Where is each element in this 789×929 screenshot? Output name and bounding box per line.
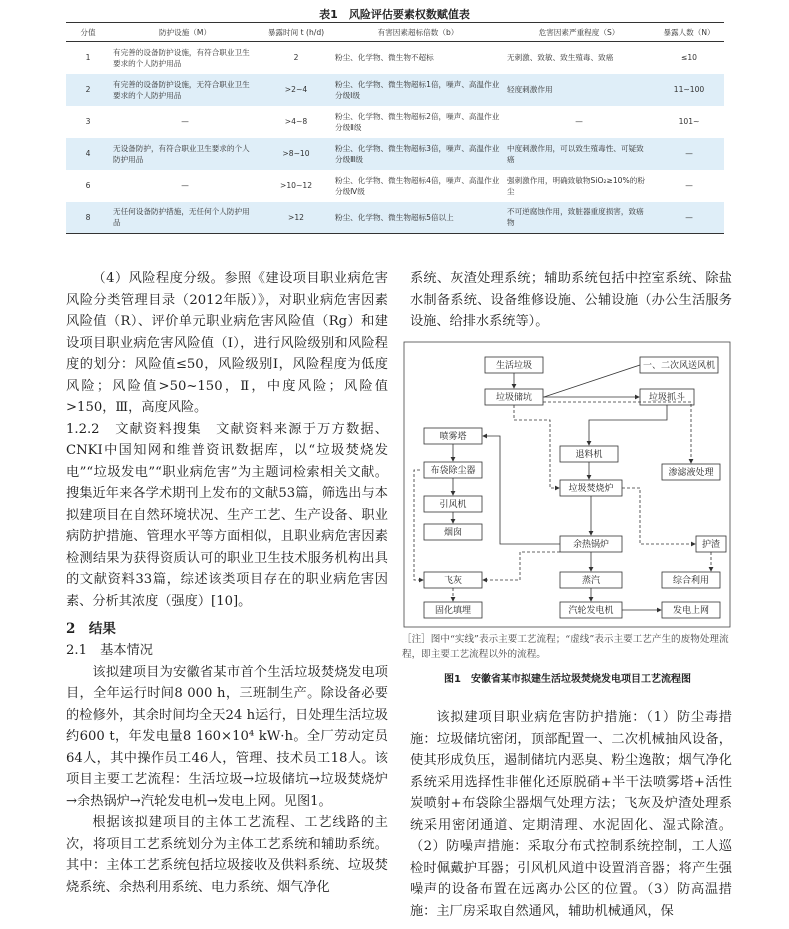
svg-text:综合利用: 综合利用: [672, 576, 710, 586]
paragraph-basic-info: 该拟建项目为安徽省某市首个生活垃圾焚烧发电项目，全年运行时间8 000 h，三班制生产。除设备必要的检修外，其余时间均全天24 h运行，日处理生活垃圾约600 t，年发电量8 160×10⁴ kW·h。全厂劳动定员64人，其中操作员工46人，管理、技术员工18人。该项目主要工艺流程：生活垃圾→垃圾储坑→垃圾焚烧炉→余热锅炉→汽轮发电机→发电上网。见图1。: [66, 664, 388, 809]
table-cell: 有完善的设备防护设施，无符合职业卫生要求的个人防护用品: [110, 74, 260, 106]
table-row: [66, 138, 724, 170]
process-flowchart: [400, 340, 740, 630]
svg-text:生活垃圾: 生活垃圾: [495, 361, 533, 371]
paragraph-risk-grading: （4）风险程度分级。参照《建设项目职业病危害风险分类管理目录（2012年版）》，对职业病危害因素风险值（R）、评价单元职业病危害风险值（Rg）和建设项目职业病危害风险值（I），进行风险级别和风险程度的划分：风险值≤50，风险级别Ⅰ，风险程度为低度风险；风险值>50~150，Ⅱ，中度风险；风险值>150，Ⅲ，高度风险。: [66, 271, 388, 415]
figure-caption: 图1 安徽省某市拟建生活垃圾焚烧发电项目工艺流程图: [444, 674, 691, 685]
svg-text:护渣: 护渣: [701, 540, 721, 550]
header-exposure-time: 暴露时间 t (h/d): [260, 23, 332, 42]
svg-text:固化填埋: 固化填埋: [434, 606, 472, 616]
table-cell: 2: [66, 74, 110, 106]
table-cell: 11~100: [654, 74, 724, 106]
box-spray-tower: [424, 428, 482, 444]
table-cell: >8~10: [260, 138, 332, 170]
box-grid: [662, 602, 720, 618]
table-cell: 粉尘、化学物、微生物超标5倍以上: [332, 202, 504, 234]
table-cell: 粉尘、化学物、微生物超标3倍，噪声、高温作业分级Ⅲ级: [332, 138, 504, 170]
table-cell: 1: [85, 53, 91, 63]
subsection-heading: 1.2.2 文献资料搜集: [66, 421, 202, 437]
paragraph-protection-measures: 该拟建项目职业病危害防护措施：（1）防尘毒措施：垃圾储坑密闭，顶部配置一、二次机械抽风设备，使其形成负压，遏制储坑内恶臭、粉尘逸散；烟气净化系统采用选择性非催化还原脱硝+半干法喷雾塔+活性炭喷射+布袋除尘器烟气处理方法；飞灰及炉渣处理系统采用密闭通道、定期清理、水泥固化、湿式除渣。（2）防噪声措施：采取分布式控制系统控制，工人巡检时佩戴护耳器；引风机风道中设置消音器；将产生强噪声的设备布置在远离办公区的位置。（3）防高温措施：主厂房采取自然通风，辅助机械通风，保: [410, 710, 732, 919]
table-title: 表1 风险评估要素权数赋值表: [319, 8, 470, 21]
svg-text:引风机: 引风机: [439, 500, 467, 510]
svg-text:蒸汽: 蒸汽: [581, 576, 601, 586]
table-cell: 4: [66, 138, 110, 170]
box-induced-fan: [424, 496, 482, 512]
box-fan: [640, 357, 718, 373]
svg-text:烟囱: 烟囱: [443, 528, 463, 538]
table-cell: —: [654, 138, 724, 170]
table-cell: 2: [293, 53, 299, 63]
right-column-top: [410, 268, 732, 333]
table-cell: 粉尘、化学物、微生物超标4倍，噪声、高温作业分级Ⅳ级: [335, 175, 500, 196]
table-cell: 粉尘、化学物、微生物超标2倍，噪声、高温作业分级Ⅱ级: [335, 111, 500, 132]
table-cell: —: [654, 202, 724, 234]
box-reuse: [662, 572, 720, 588]
table-cell: 不可逆腐蚀作用，致脏器重度损害，致癌物: [504, 202, 654, 234]
table-cell: 无任何设备防护措施，无任何个人防护用品: [110, 202, 260, 234]
box-leachate: [662, 464, 720, 480]
risk-weight-table: [66, 22, 724, 234]
table-cell: 无设备防护，有符合职业卫生要求的个人防护用品: [110, 138, 260, 170]
table-cell: 无刺激、致敏、致生殖毒、致癌: [507, 53, 614, 63]
header-exposed-count: 暴露人数（N）: [654, 23, 724, 42]
table-cell: —: [685, 181, 693, 190]
right-column-bottom: [410, 707, 732, 922]
subsection-heading-basic: 2.1 基本情况: [66, 643, 153, 658]
table-cell: >10~12: [279, 181, 313, 190]
paragraph-system-division: 根据该拟建项目的主体工艺流程、工艺线路的主次，将项目工艺系统划分为主体工艺系统和辅助系统。其中：主体工艺系统包括垃圾接收及供料系统、垃圾焚烧系统、余热利用系统、电力系统、烟气净化: [66, 815, 388, 895]
svg-text:一、二次风送风机: 一、二次风送风机: [642, 361, 716, 371]
table-cell: 粉尘、化学物、微生物超标1倍，噪声、高温作业分级Ⅰ级: [332, 74, 504, 106]
table-cell: —: [181, 181, 189, 190]
header-exceed-multiple: 有害因素超标倍数（b）: [332, 23, 504, 42]
svg-text:垃圾储坑: 垃圾储坑: [495, 393, 533, 403]
table-cell: >4~8: [284, 117, 308, 126]
svg-text:垃圾焚烧炉: 垃圾焚烧炉: [568, 484, 614, 494]
svg-text:汽轮发电机: 汽轮发电机: [568, 606, 614, 616]
table-cell: 中度刺激作用，可以致生殖毒性、可疑致癌: [504, 138, 654, 170]
svg-text:余热锅炉: 余热锅炉: [572, 540, 610, 550]
table-cell: 轻度刺激作用: [504, 74, 654, 106]
box-chimney: [424, 524, 482, 540]
svg-text:渗滤液处理: 渗滤液处理: [668, 468, 714, 478]
table-cell: 有完善的设备防护设施，有符合职业卫生要求的个人防护用品: [113, 47, 250, 68]
section-heading-results: 2 结果: [66, 621, 116, 637]
header-protection: 防护设施（M）: [110, 23, 260, 42]
box-turbine: [560, 602, 622, 618]
table-row: [66, 42, 724, 74]
header-score: 分值: [66, 23, 110, 42]
table-cell: —: [181, 117, 189, 126]
svg-text:退料机: 退料机: [575, 450, 603, 460]
table-cell: 强刺激作用，明确致敏物SiO₂≥10%的粉尘: [507, 175, 645, 196]
table-header-row: [66, 23, 724, 42]
table-row: [66, 106, 724, 138]
table-cell: 6: [85, 181, 91, 190]
table-row: [66, 202, 724, 234]
paragraph-literature: [66, 419, 388, 613]
figure-note: ［注］图中“实线”表示主要工艺流程；“虚线”表示主要工艺产生的废物处理流程，即主要工艺流程以外的流程。: [402, 634, 729, 660]
table-cell: 101~: [678, 117, 700, 126]
svg-text:飞灰: 飞灰: [443, 576, 463, 586]
box-fly-ash: [424, 572, 482, 588]
box-pit: [485, 389, 543, 405]
table-row: [66, 170, 724, 202]
box-bag-filter: [424, 462, 482, 478]
svg-text:布袋除尘器: 布袋除尘器: [430, 466, 476, 476]
svg-text:垃圾抓斗: 垃圾抓斗: [648, 393, 686, 403]
table-cell: ≤10: [680, 53, 698, 63]
svg-text:喷雾塔: 喷雾塔: [439, 432, 467, 442]
table-row: [66, 74, 724, 106]
box-grab: [640, 389, 694, 405]
table-cell: —: [575, 117, 583, 126]
header-severity: 危害因素严重程度（S）: [504, 23, 654, 42]
box-feeder: [560, 446, 618, 462]
table-cell: >2~4: [260, 74, 332, 106]
box-slag: [696, 536, 726, 552]
table-cell: 8: [66, 202, 110, 234]
left-column: [66, 268, 388, 898]
box-garbage: [485, 357, 543, 373]
table-cell: 粉尘、化学物、微生物不超标: [335, 53, 434, 63]
paragraph-continued: 系统、灰渣处理系统；辅助系统包括中控室系统、除盐水制备系统、设备维修设施、公辅设施（办公生活服务设施、给排水系统等）。: [410, 271, 732, 329]
table-cell: 3: [85, 117, 91, 126]
box-steam: [560, 572, 622, 588]
box-landfill: [424, 602, 482, 618]
box-incinerator: [560, 480, 622, 496]
paragraph-text: 文献资料来源于万方数据、CNKI中国知网和维普资讯数据库，以“垃圾焚烧发电”“垃圾发电”“职业病危害”为主题词检索相关文献。搜集近年来各学术期刊上发布的文献53篇，筛选出与本拟建项目在自然环境状况、生产工艺、生产设备、职业病防护措施、管理水平等方面相似，且职业病危害因素检测结果为获得资质认可的职业卫生技术服务机构出具的文献资料33篇，综述该类项目存在的职业病危害因素、分析其浓度（强度）[10]。: [66, 421, 388, 609]
table-cell: >12: [260, 202, 332, 234]
box-boiler: [560, 536, 622, 552]
svg-text:发电上网: 发电上网: [672, 606, 710, 616]
